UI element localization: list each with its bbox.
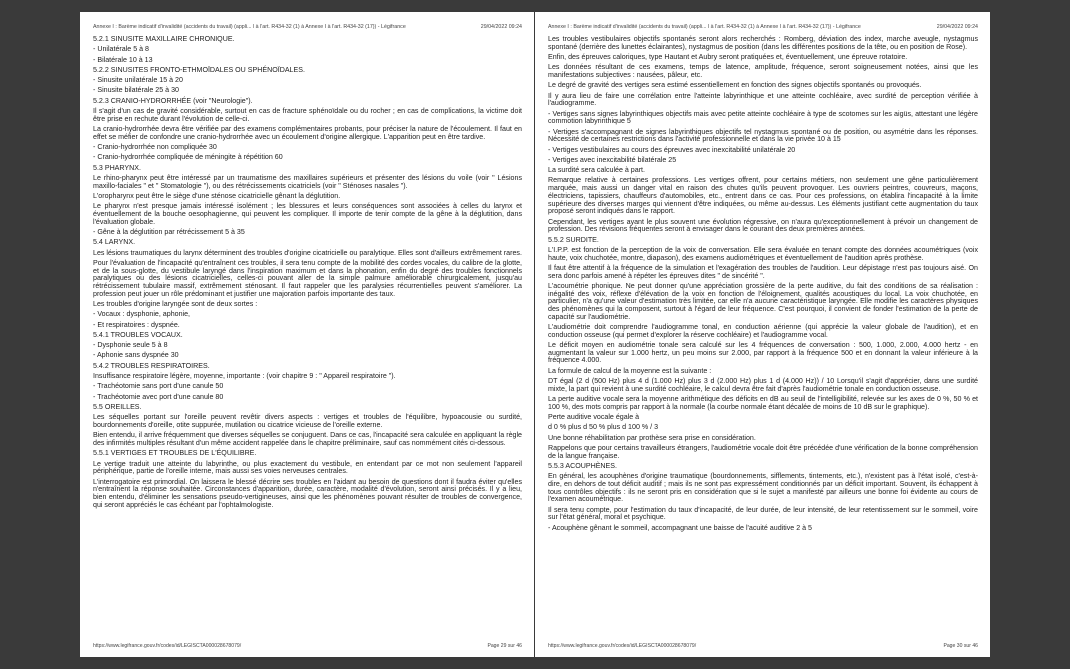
paragraph: Une bonne réhabilitation par prothèse sera prise en considération. xyxy=(548,433,756,442)
paragraph: La cranio-hydrorrhée devra être vérifiée par des examens complémentaires probants, pour préciser la nature de l'écoulement. Il faut en effet se méfier de confondre une cranio-hydrorrhée avec un écoulement d'origine allergique. L'apparition peut en être tardive. xyxy=(93,125,522,141)
paragraph: La perte auditive vocale sera la moyenne arithmétique des déficits en dB au seuil de l'intelligibilité, relevée sur les axes de 0 %, 50 % et 100 %, des mots compris par rapport à la normale (la courbe normale étant décalée de moins de 10 dB sur le graphique). xyxy=(548,395,978,411)
paragraph: L'I.P.P. est fonction de la perception de la voix de conversation. Elle sera évaluée en tenant compte des données acoumétriques (voix haute, voix chuchotée, montre, diapason), des examens audiométriques et éventuellement de l'audition après prothèse. xyxy=(548,245,978,262)
paragraph: Les troubles d'origine laryngée sont de deux sortes : xyxy=(93,299,258,308)
paragraph: 5.4 LARYNX. xyxy=(93,238,136,247)
paragraph: Le vertige traduit une atteinte du labyrinthe, ou plus exactement du vestibule, en entendant par ce mot non seulement l'appareil périphérique, partie de l'oreille interne, mais aussi ses voies nerveuses centrales. xyxy=(93,459,522,476)
header-title: Annexe I : Barème indicatif d'invalidité (accidents du travail) (appli... l à l'art. R434-32 (1) à Annexe I à l'art. R434-32 (17)) - Légifrance xyxy=(93,24,406,30)
footer-url[interactable]: https://www.legifrance.gouv.fr/codes/id/LEGISCTA000028678079/ xyxy=(93,643,242,649)
paragraph: Enfin, des épreuves caloriques, type Hautant et Aubry seront pratiquées et, éventuellement, une épreuve rotatoire. xyxy=(548,53,908,61)
paragraph: Il sera tenu compte, pour l'estimation du taux d'incapacité, de leur durée, de leur intensité, de leur retentissement sur le sommeil, voire sur l'état général, moral et psychique. xyxy=(548,505,978,522)
page-footer xyxy=(548,643,978,649)
page-footer xyxy=(93,643,522,649)
paragraph: Le rhino-pharynx peut être intéressé par un traumatisme des maxillaires supérieurs et présenter des lésions du voile (voir " Lésions maxillo-faciales " et " Stomatologie "), ou des rétrécissements cicatriciels (voir " Sténoses nasales "). xyxy=(93,173,522,190)
paragraph: - Bilatérale 10 à 13 xyxy=(93,55,153,64)
paragraph: Les données résultant de ces examens, temps de latence, amplitude, fréquence, seront soigneusement notées, ainsi que les manifestations subjectives : nausées, pâleur, etc. xyxy=(548,63,978,79)
paragraph: 5.2.3 CRANIO-HYDRORRHÉE (voir "Neurologie"). xyxy=(93,96,253,105)
paragraph: Le degré de gravité des vertiges sera estimé essentiellement en fonction des signes objectifs spontanés ou provoqués. xyxy=(548,81,922,90)
paragraph: Remarque relative à certaines professions. Les vertiges offrent, pour certains métiers, non seulement une gêne particulièrement marquée, mais aussi un danger vital en raison des chutes qu'ils peuvent provoquer. Les ouvriers peintres, couvreurs, maçons, électriciens, tapissiers, chauffeurs d'automobiles, etc., entrent dans ce cas. Pour ces professions, on établira l'incapacité à la limite supérieure des diverses marges qui viennent d'être indiquées, ou même au-dessus. Les éléments justifiant cette augmentation du taux proposé seront indiqués dans le rapport. xyxy=(548,176,978,216)
footer-page-number: Page 30 sur 46 xyxy=(943,643,978,649)
paragraph: Perte auditive vocale égale à xyxy=(548,413,640,421)
paragraph: 5.5.1 VERTIGES ET TROUBLES DE L'ÉQUILIBRE. xyxy=(93,449,257,458)
paragraph: 5.4.2 TROUBLES RESPIRATOIRES. xyxy=(93,361,210,370)
paragraph: 5.2.2 SINUSITES FRONTO-ETHMOÏDALES OU SPHÉNOÏDALES. xyxy=(93,65,305,74)
paragraph: - Vertiges vestibulaires au cours des épreuves avec inexcitabilité unilatérale 20 xyxy=(548,145,796,154)
paragraph: 5.3 PHARYNX. xyxy=(93,163,141,172)
paragraph: Il y aura lieu de faire une corrélation entre l'atteinte labyrinthique et une atteinte cochléaire, avec surdité de perception vérifiée à l'audiogramme. xyxy=(548,91,978,108)
paragraph: - Et respiratoires : dyspnée. xyxy=(93,320,180,329)
paragraph: Il s'agit d'un cas de gravité considérable, surtout en cas de fracture sphénoïdale ou du rocher ; en cas de complications, la victime doit être prise en rechute durant l'évolution de celle-ci. xyxy=(93,107,522,123)
paragraph: La formule de calcul de la moyenne est la suivante : xyxy=(548,366,712,375)
paragraph: La surdité sera calculée à part. xyxy=(548,166,646,175)
paragraph: - Cranio-hydrorrhée compliquée de méningite à répétition 60 xyxy=(93,153,283,162)
paragraph: d 0 % plus d 50 % plus d 100 % / 3 xyxy=(548,423,659,432)
header-date: 29/04/2022 09:24 xyxy=(480,24,522,30)
paragraph: - Gêne à la déglutition par rétrécissement 5 à 35 xyxy=(93,227,245,236)
paragraph: Pour l'évaluation de l'incapacité qu'entraînent ces troubles, il sera tenu compte de la mobilité des cordes vocales, du calibre de la glotte, et de la sous-glotte, du vestibule laryngé dans l'inspiration maximum et dans la phonation, enfin du degré des troubles fonctionnels paralytiques ou des lésions cicatricielles, celles-ci pouvant aller de la simple palmure améliorable chirurgicalement, jusqu'au rétrécissement tubulaire massif, extrêmement sténosant. Il faut rappeler que les paralysies récurrentielles peuvent s'améliorer. La profession peut jouer un rôle prédominant et justifier une majoration parfois importante des taux. xyxy=(93,258,522,298)
paragraph: 5.5.3 ACOUPHÈNES. xyxy=(548,461,617,470)
header-date: 29/04/2022 09:24 xyxy=(936,24,978,30)
paragraph: L'acoumétrie phonique. Ne peut donner qu'une appréciation grossière de la perte auditive, du fait des conditions de sa réalisation : inégalité des voix, réflexe d'élévation de la voix en fonction de l'éloignement, qualités acoustiques du local. La voix chuchotée, en particulier, n'a qu'une valeur d'estimation très limitée, car elle n'a aucune caractéristique laryngée. Elle modifie les caractères physiques des phénomènes qui la composent, surtout à l'égard de leur fréquence. C'est pourquoi, il convient de fonder l'estimation de la perte de capacité sur l'audiométrie. xyxy=(548,281,978,321)
paragraph: - Trachéotomie sans port d'une canule 50 xyxy=(93,382,224,391)
paragraph: - Vertiges sans signes labyrinthiques objectifs mais avec petite atteinte cochléaire à type de scotomes sur les aigüs, attestant une légère commotion labyrinthique 5 xyxy=(548,109,978,126)
paragraph: - Sinusite bilatérale 25 à 30 xyxy=(93,86,179,95)
paragraph: L'audiométrie doit comprendre l'audiogramme tonal, en conduction aérienne (qui apprécie la valeur globale de l'audition), et en conduction osseuse (qui permet d'explorer la réserve cochléaire) et l'audiogramme vocal. xyxy=(548,323,978,339)
paragraph: Il faut être attentif à la fréquence de la simulation et l'exagération des troubles de l'audition. Leur dépistage n'est pas toujours aisé. On sera donc parfois amené à répéter les épreuves dites " de sincérité ". xyxy=(548,263,978,280)
paragraph: Rappelons que pour certains travailleurs étrangers, l'audiométrie vocale doit être précédée d'une vérification de la bonne compréhension de la langue française. xyxy=(548,443,978,460)
paragraph: - Acouphène gênant le sommeil, accompagnant une baisse de l'acuité auditive 2 à 5 xyxy=(548,523,812,532)
paragraph: DT égal (2 d (500 Hz) plus 4 d (1.000 Hz) plus 3 d (2.000 Hz) plus 1 d (4.000 Hz)) / 10 Lorsqu'il s'agit d'apprécier, dans une surdité mixte, la part qui revient à une surdité cochléaire, le calcul devra être fait d'après l'audiométrie tonale en conduction osseuse. xyxy=(548,377,978,393)
paragraph: 5.2.1 SINUSITE MAXILLAIRE CHRONIQUE. xyxy=(93,35,235,43)
paragraph: 5.5.2 SURDITE. xyxy=(548,235,599,244)
footer-url[interactable]: https://www.legifrance.gouv.fr/codes/id/LEGISCTA000028678079/ xyxy=(548,643,697,649)
page-body xyxy=(93,36,522,509)
footer-page-number: Page 29 sur 46 xyxy=(487,643,522,649)
paragraph: - Vertiges avec inexcitabilité bilatérale 25 xyxy=(548,155,677,164)
paragraph: 5.5 OREILLES. xyxy=(93,402,142,411)
paragraph: En général, les acouphènes d'origine traumatique (bourdonnements, sifflements, tintements, etc.), n'existent pas à l'état isolé, c'est-à-dire, en dehors de tout déficit auditif ; mais ils ne sont pas expressément conditionnés par un déficit important. Souvent, ils échappent à tous contrôles objectifs : ils ne seront pris en considération que si le sujet a manifesté par ailleurs une bonne foi évidente au cours de l'examen acoumétrique. xyxy=(548,472,978,504)
page-header xyxy=(548,22,978,32)
paragraph: Insuffisance respiratoire légère, moyenne, importante : (voir chapitre 9 : " Appareil respiratoire "). xyxy=(93,372,396,381)
document-page-29 xyxy=(80,12,534,657)
paragraph: - Dysphonie seule 5 à 8 xyxy=(93,341,168,350)
paragraph: L'interrogatoire est primordial. On laissera le blessé décrire ses troubles en l'aidant au besoin de questions dont il faudra éviter qu'elles n'entraînent la réponse souhaitée. Circonstances d'apparition, durée, caractère, modalité d'évolution, seront ainsi précisés. Il y a lieu, bien entendu, d'éliminer les sensations pseudo-vertigineuses, ainsi que les phénomènes pouvant résulter de troubles de convergence, qui seront appréciés le cas échéant par l'ophtalmologiste. xyxy=(93,477,522,509)
paragraph: Les troubles vestibulaires objectifs spontanés seront alors recherchés : Romberg, déviation des index, marche aveugle, nystagmus spontané (derrière des lunettes éclairantes), nystagmus de position (dans les différentes positions de la tête, ou en position de Rose). xyxy=(548,35,978,51)
paragraph: - Cranio-hydrorrhée non compliquée 30 xyxy=(93,143,217,152)
paragraph: - Vocaux : dysphonie, aphonie, xyxy=(93,310,191,319)
paragraph: Le pharynx n'est presque jamais intéressé isolément ; les blessures et leurs conséquences sont associées à celles du larynx et éventuellement de la bouche oesophagienne, qui peuvent les compliquer. Il importe de tenir compte de la gêne à la déglutition, dans l'évaluation globale. xyxy=(93,202,522,226)
paragraph: - Trachéotomie avec port d'une canule 80 xyxy=(93,392,224,401)
header-title: Annexe I : Barème indicatif d'invalidité (accidents du travail) (appli... l à l'art. R434-32 (1) à Annexe I à l'art. R434-32 (17)) - Légifrance xyxy=(548,24,861,30)
paragraph: - Sinusite unilatérale 15 à 20 xyxy=(93,76,183,85)
paragraph: Cependant, les vertiges ayant le plus souvent une évolution régressive, on n'aura qu'exceptionnellement à prévoir un changement de profession. Des révisions fréquentes seront à envisager dans le courant des deux premières années. xyxy=(548,217,978,234)
paragraph: Le déficit moyen en audiométrie tonale sera calculé sur les 4 fréquences de conversation : 500, 1.000, 2.000, 4.000 hertz - en augmentant la valeur sur 1.000 hertz, un peu moins sur 2.000, par rapport à la fréquence 500 et en donnant la valeur inférieure à la fréquence 4.000. xyxy=(548,341,978,365)
page-body xyxy=(548,36,978,532)
paragraph: 5.4.1 TROUBLES VOCAUX. xyxy=(93,330,183,339)
paragraph: Bien entendu, il arrive fréquemment que diverses séquelles se conjuguent. Dans ce cas, l'incapacité sera calculée en appliquant la règle des infirmités multiples résultant d'un même accident rappelée dans le chapitre préliminaire, sauf cas nommément cités ci-dessous. xyxy=(93,431,522,447)
paragraph: Les séquelles portant sur l'oreille peuvent revêtir divers aspects : vertiges et troubles de l'équilibre, hypoacousie ou surdité, bourdonnements d'oreille, otite suppurée, mutilation ou cicatrice vicieuse de l'oreille externe. xyxy=(93,413,522,429)
paragraph: Les lésions traumatiques du larynx déterminent des troubles d'origine cicatricielle ou paralytique. Elles sont d'ailleurs extrêmement rares. xyxy=(93,248,522,257)
page-header xyxy=(93,22,522,32)
paragraph: - Unilatérale 5 à 8 xyxy=(93,45,149,54)
paragraph: - Aphonie sans dyspnée 30 xyxy=(93,351,179,360)
paragraph: - Vertiges s'accompagnant de signes labyrinthiques objectifs tel nystagmus spontané ou de position, ou asymétrie dans les réponses. Nécessité de certaines restrictions dans l'activité professionnelle et dans la vie privée 10 à 15 xyxy=(548,127,978,144)
document-page-30 xyxy=(535,12,990,657)
paragraph: L'oropharynx peut être le siège d'une sténose cicatricielle gênant la déglutition. xyxy=(93,191,341,200)
